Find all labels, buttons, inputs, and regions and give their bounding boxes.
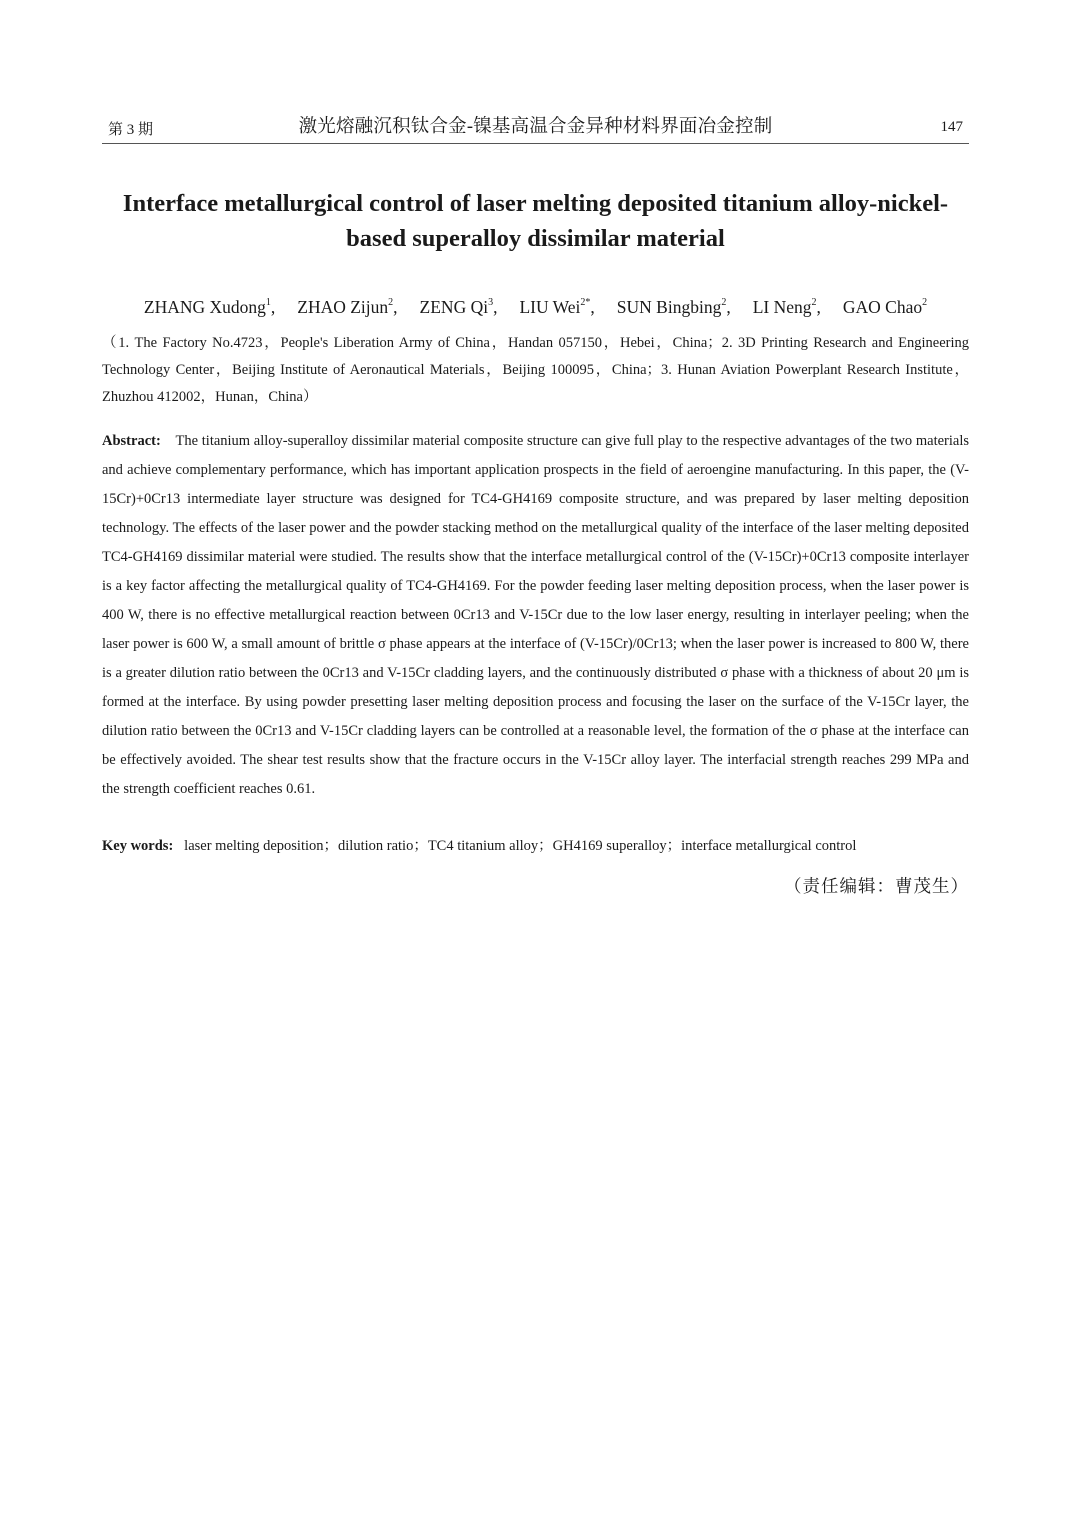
author (843, 297, 927, 317)
affiliations: （1. The Factory No.4723，People's Liberation Army of China，Handan 057150，Hebei，China；2. 3D Printing Research and Engineering Technology Center，Beijing Institute of Aeronautical Materials，Beijing 100095，China；3. Hunan Aviation Powerplant Research Institute，Zhuzhou 412002，Hunan，China） (102, 335, 969, 405)
author: ZHANG Xudong$^1$, (143, 297, 276, 317)
author-affiliation-mark: 1 (265, 297, 271, 308)
author-name: GAO Chao (842, 297, 923, 317)
abstract-text: The titanium alloy-superalloy dissimilar material composite structure can give full play to the respective advantages of the two materials and achieve complementary performance, which has important application prospects in the field of aeroengine manufacturing. In this paper, the (V-15Cr)+0Cr13 intermediate layer structure was designed for TC4-GH4169 composite structure, and was prepared by laser melting deposition technology. The effects of the laser power and the powder stacking method on the metallurgical quality of the interface of the laser melting deposited TC4-GH4169 dissimilar material were studied. The results show that the interface metallurgical control of the (V-15Cr)+0Cr13 composite interlayer is a key factor affecting the metallurgical quality of TC4-GH4169. For the powder feeding laser melting deposition process, when the laser power is 400 W, there is no effective metallurgical reaction between 0Cr13 and V-15Cr due to the low laser energy, resulting in interlayer peeling; when the laser power is 600 W, a small amount of brittle σ phase appears at the interface of (V-15Cr)/0Cr13; when the laser power is increased to 800 W, there is a greater dilution ratio between the 0Cr13 and V-15Cr cladding layers, and the continuously distributed σ phase with a thickness of about 20 μm is formed at the interface. By using powder presetting laser melting deposition process and focusing the laser on the surface of the V-15Cr layer, the dilution ratio between the 0Cr13 and V-15Cr cladding layers can be controlled at a reasonable level, the formation of the σ phase at the interface can be effectively avoided. The shear test results show that the fracture occurs in the V-15Cr alloy layer. The interfacial strength reaches 299 MPa and the strength coefficient reaches 0.61. (102, 433, 969, 797)
title-line-2: based superalloy dissimilar material (346, 225, 725, 252)
keywords-label: Key words: (102, 838, 174, 854)
author-list (102, 294, 969, 320)
author: ZENG Qi$^3$, (419, 297, 498, 317)
running-title: 激光熔融沉积钛合金-镍基高温合金异种材料界面冶金控制 (298, 117, 773, 137)
author: ZHAO Zijun$^2$, (297, 297, 398, 317)
author-name: LIU Wei (519, 297, 581, 317)
author-affiliation-mark: 2 (721, 297, 727, 308)
author-affiliation-mark: 2 (922, 297, 928, 308)
keywords (102, 832, 969, 861)
author-name: ZHANG Xudong (143, 297, 266, 317)
author-affiliation-mark: 3 (488, 297, 494, 308)
author-name: ZENG Qi (419, 297, 489, 317)
responsible-editor: （责任编辑：曹茂生） (784, 877, 969, 897)
author-affiliation-mark: 2* (580, 297, 591, 308)
issue-number: 第 3 期 (108, 122, 154, 138)
keywords-text: laser melting deposition；dilution ratio；TC4 titanium alloy；GH4169 superalloy；interface metallurgical control (184, 838, 857, 854)
running-header (102, 112, 969, 142)
author: LIU Wei$^{2*}$, (519, 297, 595, 317)
author: SUN Bingbing$^2$, (616, 297, 731, 317)
author-name: ZHAO Zijun (297, 297, 389, 317)
author: LI Neng$^2$, (752, 297, 821, 317)
author-name: LI Neng (752, 297, 812, 317)
author-affiliation-mark: 2 (388, 297, 394, 308)
page-number: 147 (940, 119, 963, 135)
title-line-1: Interface metallurgical control of laser melting deposited titanium alloy-nickel- (122, 190, 949, 217)
author-name: SUN Bingbing (616, 297, 722, 317)
article-title (102, 186, 969, 256)
abstract-label: Abstract: (102, 433, 161, 449)
header-rule (102, 143, 969, 144)
abstract (102, 427, 969, 804)
author-affiliation-mark: 2 (811, 297, 817, 308)
